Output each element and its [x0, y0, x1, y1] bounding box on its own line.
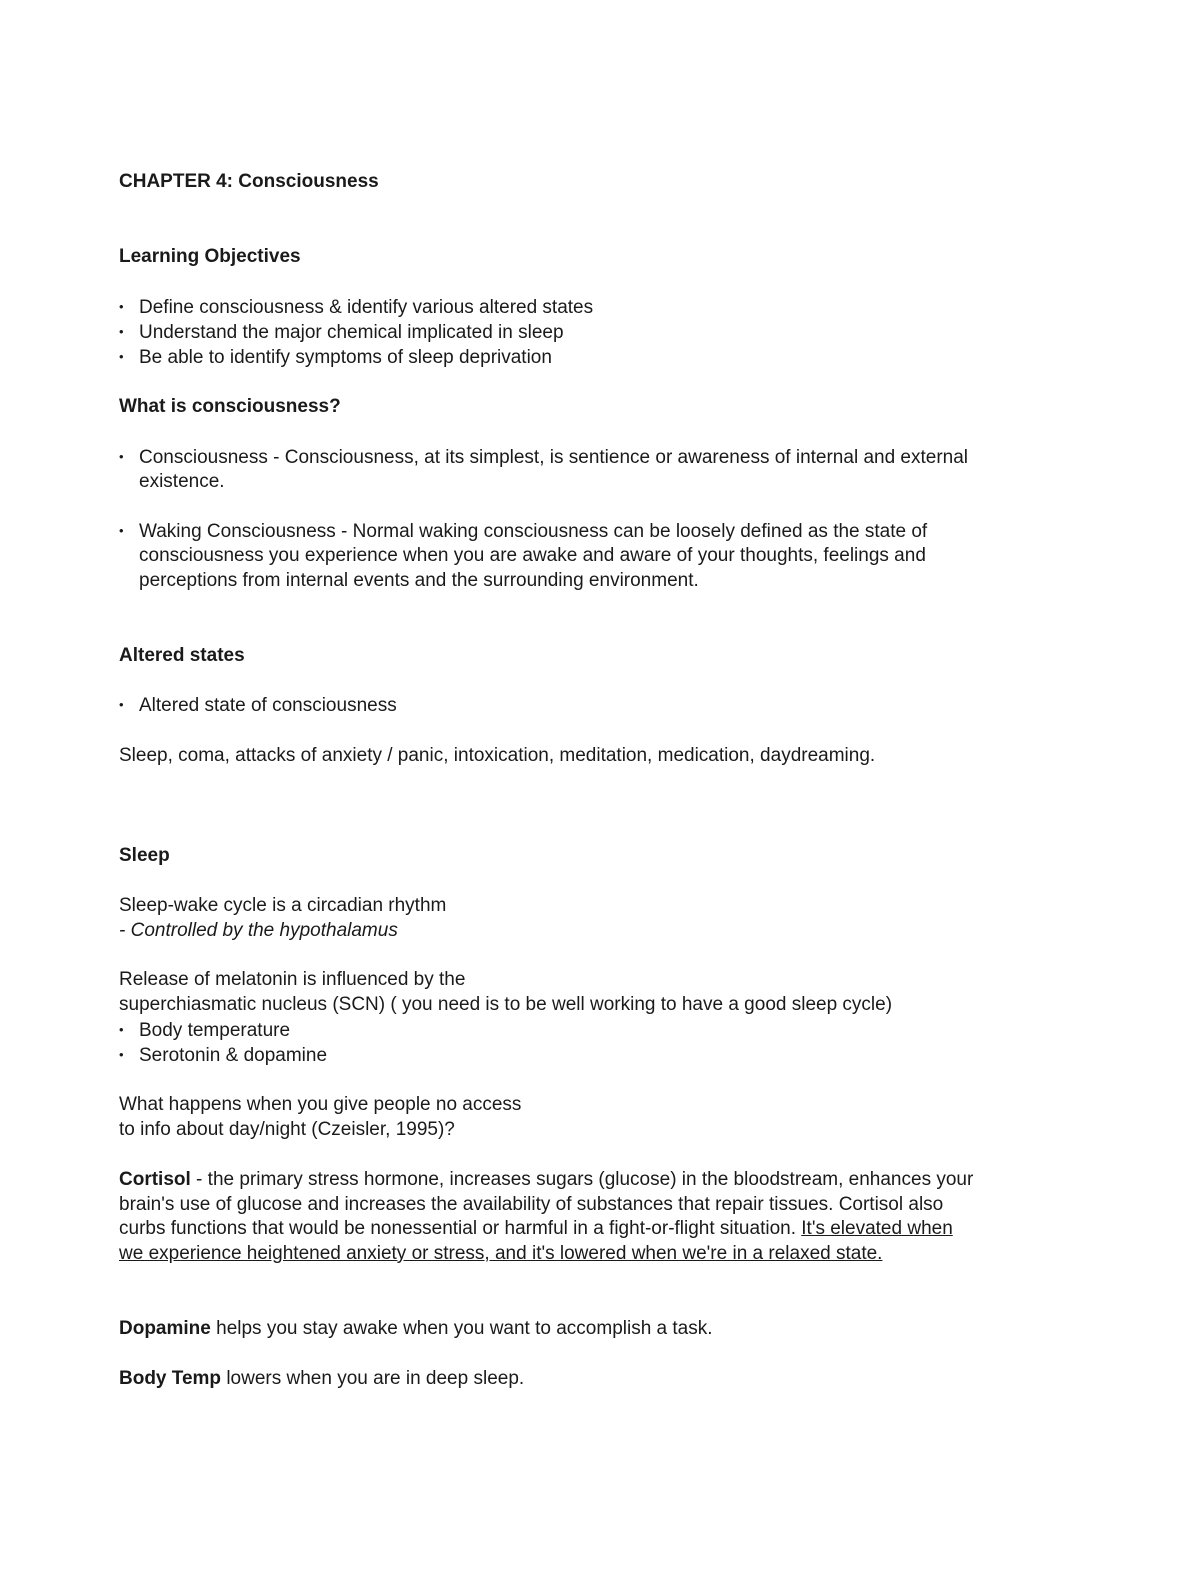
cortisol-paragraph-cont: brain's use of glucose and increases the availability of substances that repair tissues. Cortisol also [119, 1194, 944, 1215]
objective-item: • Define consciousness & identify various altered states [119, 297, 594, 318]
bullet-icon: • [119, 697, 124, 712]
bullet-icon: • [119, 349, 124, 364]
cortisol-paragraph: Cortisol - the primary stress hormone, increases sugars (glucose) in the bloodstream, enhances your [119, 1169, 974, 1190]
czeisler-question: What happens when you give people no access [119, 1094, 522, 1115]
bullet-icon: • [119, 1022, 124, 1037]
objective-item: • Understand the major chemical implicated in sleep [119, 322, 564, 343]
waking-consciousness-definition: • Waking Consciousness - Normal waking consciousness can be loosely defined as the state of [119, 521, 928, 542]
consciousness-definition: • Consciousness - Consciousness, at its simplest, is sentience or awareness of internal and external [119, 447, 969, 468]
altered-state-item: • Altered state of consciousness [119, 695, 397, 716]
melatonin-text: Release of melatonin is influenced by the [119, 969, 466, 990]
sleep-heading: Sleep [119, 845, 170, 866]
altered-states-examples: Sleep, coma, attacks of anxiety / panic, intoxication, meditation, medication, daydreaming. [119, 745, 876, 766]
consciousness-definition-cont: existence. [139, 471, 225, 492]
learning-objectives-heading: Learning Objectives [119, 246, 301, 267]
influence-item: • Serotonin & dopamine [119, 1045, 328, 1066]
dopamine-note: Dopamine helps you stay awake when you want to accomplish a task. [119, 1318, 713, 1339]
bullet-icon: • [119, 1047, 124, 1062]
chapter-title: CHAPTER 4: Consciousness [119, 171, 379, 192]
bullet-icon: • [119, 299, 124, 314]
altered-states-heading: Altered states [119, 645, 245, 666]
body-temp-note: Body Temp lowers when you are in deep sleep. [119, 1368, 525, 1389]
scn-text: superchiasmatic nucleus (SCN) ( you need is to be well working to have a good sleep cycle) [119, 994, 893, 1015]
bullet-icon: • [119, 523, 124, 538]
objective-item: • Be able to identify symptoms of sleep deprivation [119, 347, 552, 368]
bullet-icon: • [119, 324, 124, 339]
waking-consciousness-cont: consciousness you experience when you are awake and aware of your thoughts, feelings and [139, 545, 926, 566]
czeisler-question-cont: to info about day/night (Czeisler, 1995)? [119, 1119, 455, 1140]
cortisol-underlined-note: we experience heightened anxiety or stress, and it's lowered when we're in a relaxed state. [119, 1243, 883, 1264]
hypothalamus-note: - Controlled by the hypothalamus [119, 920, 398, 941]
bullet-icon: • [119, 449, 124, 464]
waking-consciousness-cont: perceptions from internal events and the surrounding environment. [139, 570, 699, 591]
what-is-consciousness-heading: What is consciousness? [119, 396, 341, 417]
cortisol-paragraph-cont: curbs functions that would be nonessential or harmful in a fight-or-flight situation. It's elevated when [119, 1218, 953, 1239]
influence-item: • Body temperature [119, 1020, 291, 1041]
sleep-cycle-text: Sleep-wake cycle is a circadian rhythm [119, 895, 447, 916]
